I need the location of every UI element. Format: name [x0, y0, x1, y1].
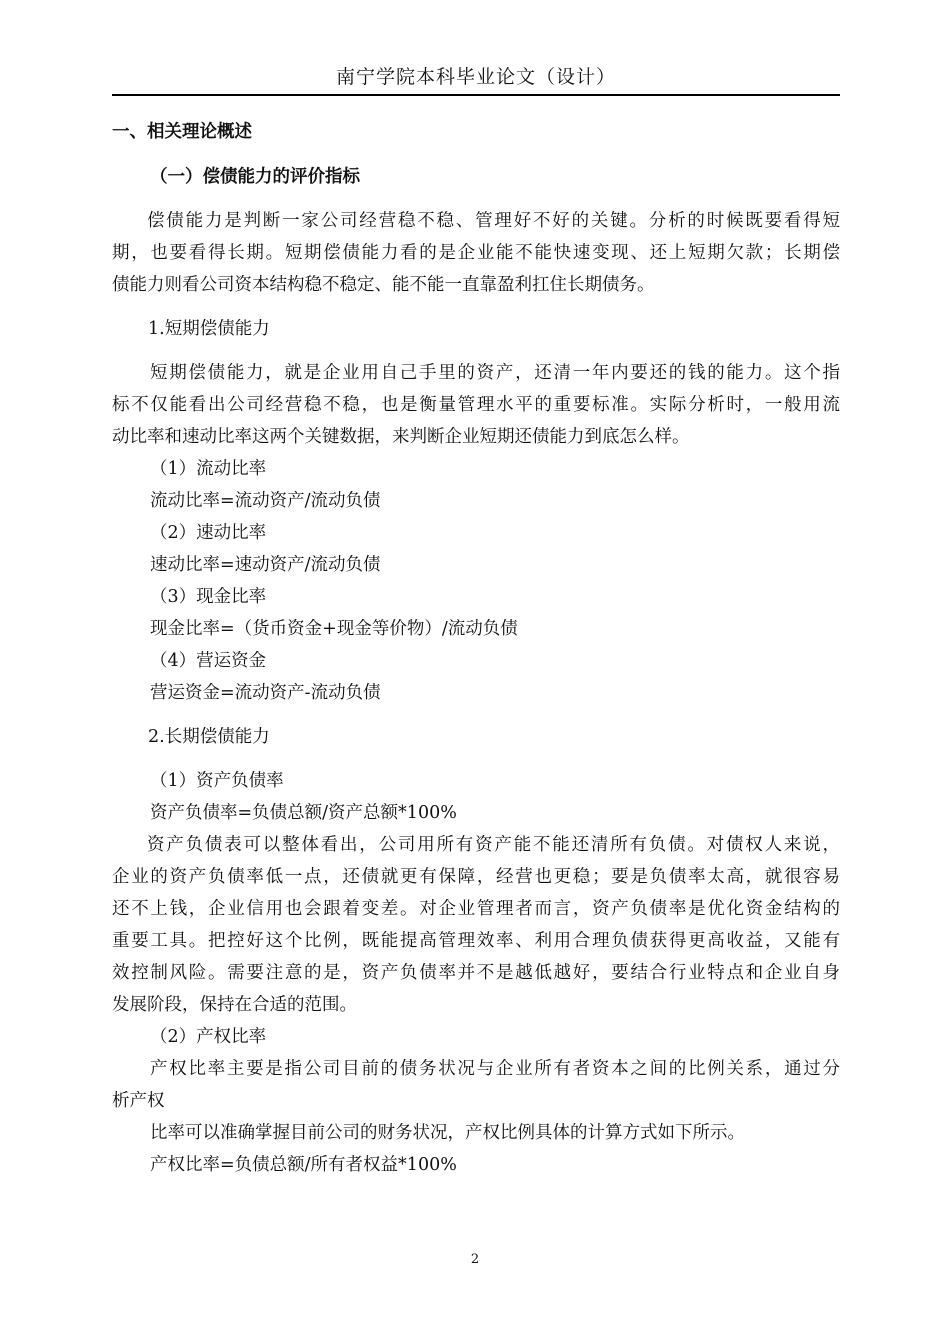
intro-paragraph-line: 债能力则看公司资本结构稳不稳定、能不能一直靠盈利扛住长期债务。 — [112, 275, 655, 295]
intro-paragraph-line: 偿债能力是判断一家公司经营稳不稳、管理好不好的关键。分析的时候既要看得短 — [147, 211, 840, 231]
debt-ratio-paragraph-line: 还不上钱，企业信用也会跟着变差。对企业管理者而言，资产负债率是优化资金结构的 — [112, 899, 840, 919]
intro-paragraph-line: 期，也要看得长期。短期偿债能力看的是企业能不能快速变现、还上短期欠款；长期偿 — [112, 243, 840, 263]
short-term-paragraph-line: 标不仅能看出公司经营稳不稳，也是衡量管理水平的重要标准。实际分析时，一般用流 — [112, 395, 840, 415]
item-label: （2）速动比率 — [150, 523, 267, 543]
debt-ratio-paragraph-line: 发展阶段，保持在合适的范围。 — [112, 995, 357, 1015]
page-number: 2 — [470, 1252, 480, 1267]
header-rule — [112, 94, 840, 96]
formula: 流动比率=流动资产/流动负债 — [150, 491, 381, 511]
debt-ratio-paragraph-line: 效控制风险。需要注意的是，资产负债率并不是越低越好，要结合行业特点和企业自身 — [112, 963, 840, 983]
item-label: （2）产权比率 — [150, 1027, 267, 1047]
item-label: （1）流动比率 — [150, 459, 267, 479]
formula: 速动比率=速动资产/流动负债 — [150, 555, 381, 575]
formula: 营运资金=流动资产-流动负债 — [150, 683, 381, 703]
long-term-heading: 2.长期偿债能力 — [148, 727, 270, 747]
formula: 资产负债率=负债总额/资产总额*100% — [150, 803, 457, 823]
item-label: （3）现金比率 — [150, 587, 267, 607]
running-header: 南宁学院本科毕业论文（设计） — [335, 66, 616, 88]
debt-ratio-paragraph-line: 企业的资产负债率低一点，还债就更有保障，经营也更稳；要是负债率太高，就很容易 — [112, 867, 840, 887]
debt-ratio-paragraph-line: 重要工具。把控好这个比例，既能提高管理效率、利用合理负债获得更高收益，又能有 — [112, 931, 840, 951]
item-label: （4）营运资金 — [150, 651, 267, 671]
short-term-paragraph-line: 短期偿债能力，就是企业用自己手里的资产，还清一年内要还的钱的能力。这个指 — [150, 363, 840, 383]
formula: 产权比率=负债总额/所有者权益*100% — [150, 1155, 457, 1175]
short-term-paragraph-line: 动比率和速动比率这两个关键数据，来判断企业短期还债能力到底怎么样。 — [112, 427, 690, 447]
debt-ratio-paragraph-line: 资产负债表可以整体看出，公司用所有资产能不能还清所有负债。对债权人来说， — [147, 835, 840, 855]
formula: 现金比率=（货币资金+现金等价物）/流动负债 — [150, 619, 518, 639]
equity-ratio-paragraph-line: 析产权 — [112, 1091, 165, 1111]
equity-ratio-paragraph-line: 比率可以准确掌握目前公司的财务状况，产权比例具体的计算方式如下所示。 — [150, 1123, 745, 1143]
short-term-heading: 1.短期偿债能力 — [148, 319, 270, 339]
section-heading: 一、相关理论概述 — [112, 122, 252, 142]
item-label: （1）资产负债率 — [150, 771, 284, 791]
equity-ratio-paragraph-line: 产权比率主要是指公司目前的债务状况与企业所有者资本之间的比例关系，通过分 — [150, 1059, 840, 1079]
subsection-heading: （一）偿债能力的评价指标 — [150, 167, 360, 187]
